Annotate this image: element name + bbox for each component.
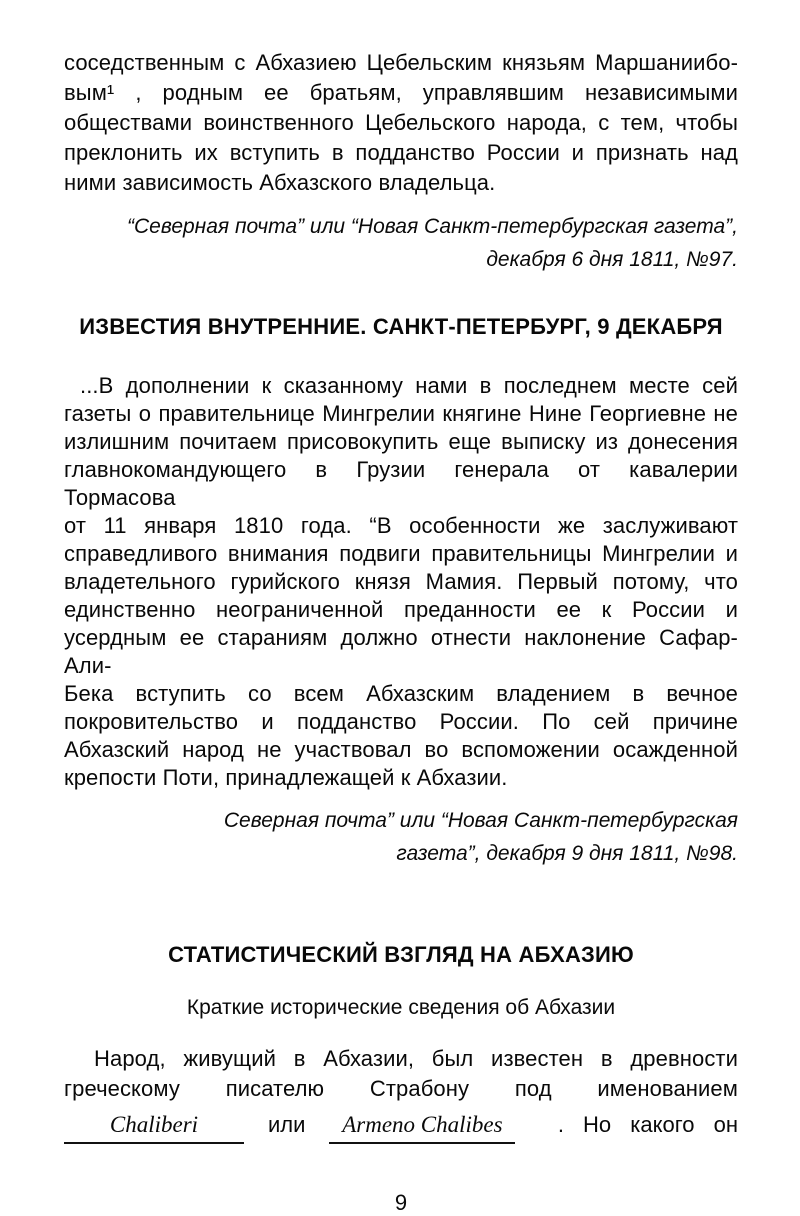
paragraph-line: газеты о правительнице Мингрелии княгине Нине Георгиевне не [64,401,738,426]
paragraph-line: владетельного гурийского князя Мамия. Первый потому, что [64,569,738,594]
conjunction-word: или [268,1112,306,1137]
paragraph-line: крепости Поти, принадлежащей к Абхазии. [64,765,508,790]
paragraph-line: излишним почитаем присовокупить еще выписку из донесения [64,429,738,454]
paragraph-line: греческому писателю Страбону под именованием [64,1076,738,1101]
statistics-paragraph [64,1044,738,1150]
paragraph-line: главнокомандующего в Грузии генерала от кавалерии Тормасова [64,457,738,510]
source-citation-2 [64,804,738,870]
paragraph-line: ними зависимость Абхазского владельца. [64,170,496,195]
paragraph-line: вым¹ , родным ее братьям, управлявшим независимыми [64,80,738,105]
intro-paragraph [64,48,738,198]
paragraph-line: единственно неограниченной преданности ее к России и [64,597,738,622]
paragraph-line: справедливого внимания подвиги правительницы Мингрелии и [64,541,738,566]
paragraph-line: покровительство и подданство России. По сей причине [64,709,738,734]
paragraph-line: соседственным с Абхазиею Цебельским князьям Маршаниибо- [64,50,738,75]
latin-name: Chaliberi [109,1112,199,1137]
paragraph-line: преклонить их вступить в подданство России и признать над [64,140,738,165]
citation-line: газета”, декабря 9 дня 1811, №98. [396,842,738,865]
source-citation-1 [64,210,738,276]
citation-line: “Северная почта” или “Новая Санкт-петербургская газета”, [126,215,738,238]
news-paragraph [64,372,738,792]
section-heading-statistics: СТАТИСТИЧЕСКИЙ ВЗГЛЯД НА АБХАЗИЮ [168,942,634,967]
paragraph-line: Абхазский народ не участвовал во вспоможении осажденной [64,737,738,762]
fill-in-line [64,1110,738,1150]
latin-name: Armeno Chalibes [342,1112,503,1137]
paragraph-line: Бека вступить со всем Абхазским владением в вечное [64,681,738,706]
paragraph-line: от 11 января 1810 года. “В особенности же заслуживают [64,513,738,538]
paragraph-line: усердным ее стараниям должно отнести наклонение Сафар-Али- [64,625,738,678]
citation-line: Северная почта” или “Новая Санкт-петербургская [223,809,738,832]
section-heading-news: ИЗВЕСТИЯ ВНУТРЕННИЕ. САНКТ-ПЕТЕРБУРГ, 9 ДЕКАБРЯ [79,314,723,339]
paragraph-line: обществами воинственного Цебельского народа, с тем, чтобы [64,110,738,135]
blank-underline [64,1110,244,1144]
line-tail-text: . Но какого он [557,1112,738,1137]
blank-underline [329,1110,515,1144]
paragraph-line: ...В дополнении к сказанному нами в последнем месте сей [80,373,738,398]
section-subheading: Краткие исторические сведения об Абхазии [186,996,616,1019]
paragraph-line: Народ, живущий в Абхазии, был известен в древности [94,1046,738,1071]
page-number: 9 [394,1190,408,1215]
citation-line: декабря 6 дня 1811, №97. [486,248,738,271]
